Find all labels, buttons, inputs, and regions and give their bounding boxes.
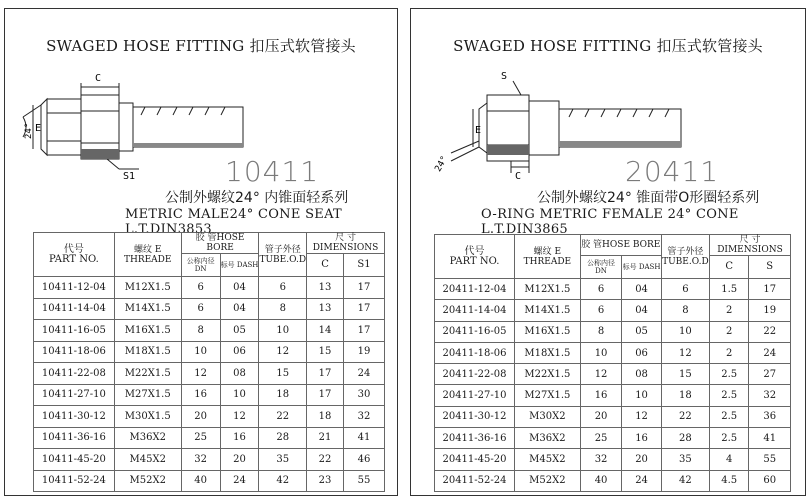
cell-s: 24 — [749, 342, 791, 363]
table-row — [34, 298, 385, 320]
cell-tube-od: 6 — [661, 279, 709, 300]
cell-tube-od: 18 — [661, 385, 709, 406]
cell-part-no: 20411-27-10 — [435, 385, 515, 406]
col-part-no: 代号 PART NO. — [34, 233, 115, 277]
col-dn: 公称内径 DN — [580, 256, 622, 279]
cell-c: 21 — [307, 427, 344, 449]
cell-tube-od: 8 — [259, 298, 307, 320]
col-dimensions: 尺 寸 DIMENSIONS — [307, 233, 385, 254]
cell-c: 14 — [307, 320, 344, 342]
cell-s: 22 — [749, 321, 791, 342]
cell-c: 13 — [307, 277, 344, 299]
product-name-cn: 公制外螺纹24° 内锥面轻系列 — [165, 190, 349, 206]
spec-table-10411 — [33, 232, 385, 492]
cell-tube-od: 12 — [661, 342, 709, 363]
cell-c: 2 — [709, 342, 748, 363]
cell-part-no: 20411-30-12 — [435, 406, 515, 427]
cell-dash: 16 — [622, 428, 661, 449]
cell-dn: 8 — [580, 321, 622, 342]
product-name-en: O-RING METRIC FEMALE 24° CONE L.T.DIN3865 — [481, 207, 739, 237]
cell-thread: M18X1.5 — [114, 341, 181, 363]
cell-s: 27 — [749, 364, 791, 385]
cell-s: 55 — [749, 449, 791, 470]
cell-thread: M12X1.5 — [514, 279, 580, 300]
cell-s: 32 — [344, 406, 385, 428]
dim-e-label: E — [35, 123, 42, 134]
cell-dn: 6 — [580, 300, 622, 321]
cell-c: 18 — [307, 406, 344, 428]
cell-tube-od: 35 — [661, 449, 709, 470]
table-row — [34, 406, 385, 428]
table-row — [435, 449, 791, 470]
cell-part-no: 10411-27-10 — [34, 384, 115, 406]
cell-part-no: 20411-12-04 — [435, 279, 515, 300]
table-row — [435, 385, 791, 406]
cell-dn: 8 — [181, 320, 220, 342]
col-c: C — [709, 256, 748, 279]
cell-thread: M12X1.5 — [114, 277, 181, 299]
cell-s: 19 — [749, 300, 791, 321]
cell-dash: 20 — [622, 449, 661, 470]
cell-thread: M36X2 — [514, 428, 580, 449]
angle-label: 24° — [24, 122, 34, 139]
cell-part-no: 20411-22-08 — [435, 364, 515, 385]
cell-s: 19 — [344, 341, 385, 363]
cell-tube-od: 10 — [259, 320, 307, 342]
cell-s: 41 — [344, 427, 385, 449]
cell-dash: 04 — [622, 300, 661, 321]
cell-s: 46 — [344, 449, 385, 471]
cell-c: 17 — [307, 384, 344, 406]
cell-c: 2.5 — [709, 406, 748, 427]
cell-part-no: 20411-18-06 — [435, 342, 515, 363]
part-series-code: 10411 — [225, 155, 320, 188]
cell-dash: 10 — [220, 384, 259, 406]
cell-dn: 16 — [181, 384, 220, 406]
cell-part-no: 20411-36-16 — [435, 428, 515, 449]
cell-s: 30 — [344, 384, 385, 406]
cell-part-no: 10411-36-16 — [34, 427, 115, 449]
cell-tube-od: 12 — [259, 341, 307, 363]
col-dash: 标号 DASH — [220, 254, 259, 277]
cell-dn: 40 — [181, 470, 220, 492]
cell-tube-od: 15 — [259, 363, 307, 385]
cell-dn: 16 — [580, 385, 622, 406]
table-row — [34, 320, 385, 342]
table-row — [34, 449, 385, 471]
col-s1: S1 — [344, 254, 385, 277]
cell-s: 36 — [749, 406, 791, 427]
cell-dn: 12 — [580, 364, 622, 385]
cell-part-no: 10411-52-24 — [34, 470, 115, 492]
table-row — [34, 341, 385, 363]
cell-thread: M36X2 — [114, 427, 181, 449]
col-dimensions: 尺 寸 DIMENSIONS — [709, 235, 790, 256]
cell-dash: 08 — [220, 363, 259, 385]
cell-dash: 04 — [622, 279, 661, 300]
col-tube-od: 管子外径 TUBE.O.D — [661, 235, 709, 279]
cell-c: 2 — [709, 321, 748, 342]
cell-s: 32 — [749, 385, 791, 406]
cell-dn: 25 — [580, 428, 622, 449]
cell-dn: 6 — [580, 279, 622, 300]
cell-dash: 12 — [220, 406, 259, 428]
cell-dn: 20 — [580, 406, 622, 427]
cell-tube-od: 6 — [259, 277, 307, 299]
cell-thread: M14X1.5 — [514, 300, 580, 321]
cell-part-no: 10411-30-12 — [34, 406, 115, 428]
col-thread: 螺纹 E THREADE — [514, 235, 580, 279]
table-row — [34, 470, 385, 492]
cell-s: 60 — [749, 470, 791, 491]
cell-dash: 05 — [220, 320, 259, 342]
cell-c: 2.5 — [709, 428, 748, 449]
cell-part-no: 10411-12-04 — [34, 277, 115, 299]
cell-thread: M27X1.5 — [114, 384, 181, 406]
cell-c: 17 — [307, 363, 344, 385]
cell-dash: 10 — [622, 385, 661, 406]
cell-s: 55 — [344, 470, 385, 492]
table-row — [435, 279, 791, 300]
card-title: SWAGED HOSE FITTING 扣压式软管接头 — [46, 37, 356, 55]
cell-s: 17 — [344, 298, 385, 320]
cell-thread: M18X1.5 — [514, 342, 580, 363]
cell-thread: M30X2 — [514, 406, 580, 427]
cell-c: 2.5 — [709, 364, 748, 385]
cell-thread: M45X2 — [514, 449, 580, 470]
cell-s: 17 — [344, 277, 385, 299]
cell-part-no: 20411-52-24 — [435, 470, 515, 491]
cell-s: 17 — [344, 320, 385, 342]
cell-dn: 6 — [181, 277, 220, 299]
dim-c-label: C — [515, 171, 522, 181]
cell-tube-od: 10 — [661, 321, 709, 342]
cell-s: 41 — [749, 428, 791, 449]
cell-part-no: 20411-45-20 — [435, 449, 515, 470]
cell-c: 2 — [709, 300, 748, 321]
cell-part-no: 10411-22-08 — [34, 363, 115, 385]
cell-c: 22 — [307, 449, 344, 471]
col-thread: 螺纹 E THREADE — [114, 233, 181, 277]
col-hose-bore: 胶 管HOSE BORE — [181, 233, 259, 254]
table-row — [435, 342, 791, 363]
cell-tube-od: 35 — [259, 449, 307, 471]
cell-c: 23 — [307, 470, 344, 492]
cell-thread: M22X1.5 — [514, 364, 580, 385]
table-row — [34, 277, 385, 299]
cell-dn: 20 — [181, 406, 220, 428]
cell-dash: 06 — [622, 342, 661, 363]
table-row — [435, 470, 791, 491]
col-tube-od: 管子外径 TUBE.O.D — [259, 233, 307, 277]
cell-thread: M30X1.5 — [114, 406, 181, 428]
cell-tube-od: 22 — [259, 406, 307, 428]
cell-c: 15 — [307, 341, 344, 363]
page-gutter — [398, 0, 410, 503]
cell-part-no: 10411-45-20 — [34, 449, 115, 471]
cell-c: 4.5 — [709, 470, 748, 491]
fitting-drawing-male — [15, 61, 255, 181]
cell-dn: 10 — [181, 341, 220, 363]
cell-thread: M16X1.5 — [514, 321, 580, 342]
card-title: SWAGED HOSE FITTING 扣压式软管接头 — [453, 37, 763, 55]
cell-dash: 04 — [220, 298, 259, 320]
cell-thread: M14X1.5 — [114, 298, 181, 320]
cell-c: 4 — [709, 449, 748, 470]
cell-dash: 05 — [622, 321, 661, 342]
cell-tube-od: 15 — [661, 364, 709, 385]
cell-c: 1.5 — [709, 279, 748, 300]
cell-s: 17 — [749, 279, 791, 300]
table-row — [34, 384, 385, 406]
cell-tube-od: 28 — [661, 428, 709, 449]
cell-tube-od: 18 — [259, 384, 307, 406]
cell-dn: 40 — [580, 470, 622, 491]
cell-dn: 10 — [580, 342, 622, 363]
cell-dash: 24 — [622, 470, 661, 491]
product-name-en: METRIC MALE24° CONE SEAT L.T.DIN3853 — [125, 207, 343, 237]
cell-thread: M22X1.5 — [114, 363, 181, 385]
dim-c-label: C — [95, 73, 102, 84]
cell-dash: 16 — [220, 427, 259, 449]
col-part-no: 代号 PART NO. — [435, 235, 515, 279]
part-series-code: 20411 — [625, 155, 720, 188]
cell-s: 24 — [344, 363, 385, 385]
dim-s1-label: S1 — [123, 171, 136, 181]
col-dn: 公称内径 DN — [181, 254, 220, 277]
cell-thread: M45X2 — [114, 449, 181, 471]
cell-part-no: 10411-14-04 — [34, 298, 115, 320]
cell-dash: 04 — [220, 277, 259, 299]
col-s: S — [749, 256, 791, 279]
cell-tube-od: 28 — [259, 427, 307, 449]
cell-dn: 6 — [181, 298, 220, 320]
angle-label: 24° — [433, 154, 451, 174]
cell-thread: M52X2 — [514, 470, 580, 491]
cell-part-no: 10411-18-06 — [34, 341, 115, 363]
cell-thread: M52X2 — [114, 470, 181, 492]
col-c: C — [307, 254, 344, 277]
cell-tube-od: 8 — [661, 300, 709, 321]
product-name-cn: 公制外螺纹24° 锥面带O形圈轻系列 — [537, 190, 760, 206]
table-row — [435, 428, 791, 449]
dim-e-label: E — [475, 125, 482, 136]
cell-part-no: 10411-16-05 — [34, 320, 115, 342]
spec-table-20411 — [434, 234, 791, 492]
cell-c: 13 — [307, 298, 344, 320]
cell-dash: 08 — [622, 364, 661, 385]
cell-thread: M16X1.5 — [114, 320, 181, 342]
cell-dash: 20 — [220, 449, 259, 471]
cell-c: 2.5 — [709, 385, 748, 406]
col-hose-bore: 胶 管HOSE BORE — [580, 235, 661, 256]
cell-part-no: 20411-16-05 — [435, 321, 515, 342]
cell-tube-od: 42 — [661, 470, 709, 491]
cell-dn: 25 — [181, 427, 220, 449]
table-row — [435, 364, 791, 385]
dim-s-label: S — [501, 71, 508, 82]
table-row — [34, 363, 385, 385]
cell-dash: 12 — [622, 406, 661, 427]
table-row — [435, 300, 791, 321]
cell-dash: 06 — [220, 341, 259, 363]
table-row — [34, 427, 385, 449]
cell-dn: 32 — [580, 449, 622, 470]
cell-dn: 12 — [181, 363, 220, 385]
cell-dash: 24 — [220, 470, 259, 492]
cell-tube-od: 42 — [259, 470, 307, 492]
table-row — [435, 321, 791, 342]
cell-dn: 32 — [181, 449, 220, 471]
cell-thread: M27X1.5 — [514, 385, 580, 406]
table-row — [435, 406, 791, 427]
cell-part-no: 20411-14-04 — [435, 300, 515, 321]
col-dash: 标号 DASH — [622, 256, 661, 279]
cell-tube-od: 22 — [661, 406, 709, 427]
